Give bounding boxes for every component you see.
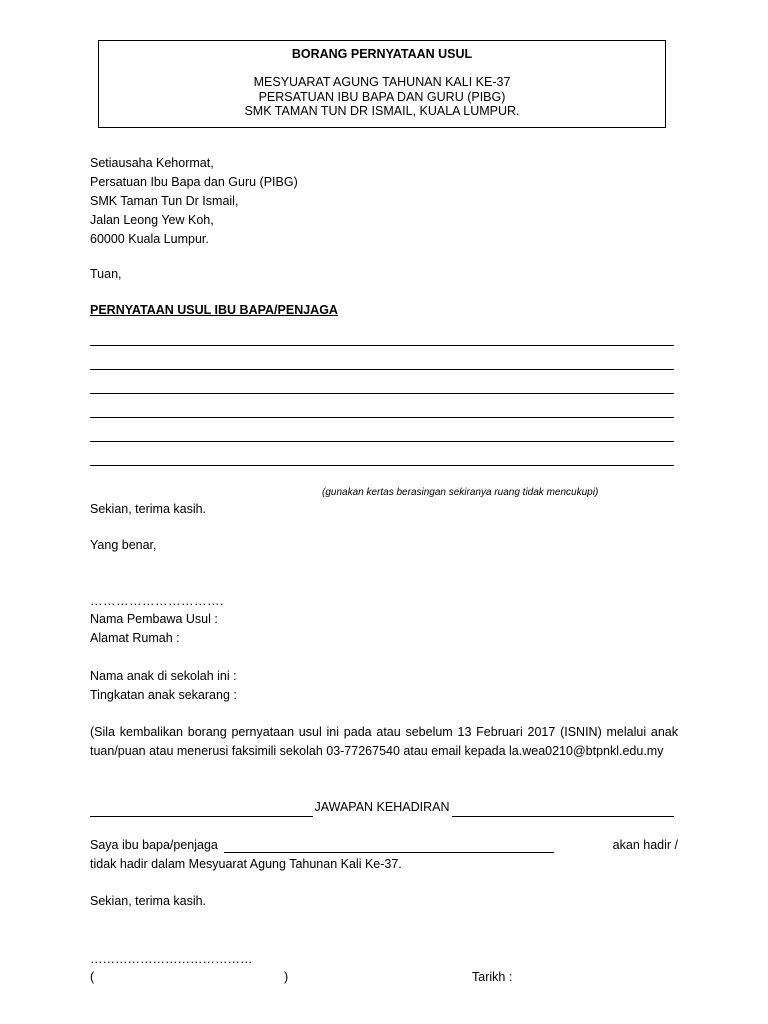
meeting-line: MESYUARAT AGUNG TAHUNAN KALI KE-37 [253,75,511,89]
recipient-address [90,154,298,249]
address-line: SMK Taman Tun Dr Ismail, [90,194,239,208]
attendance-divider [90,798,674,817]
parent-name-field[interactable] [224,838,554,853]
proposer-name-label[interactable]: Nama Pembawa Usul : [90,612,218,626]
closing-text-2: Sekian, terima kasih. [90,894,207,908]
header-box [98,40,666,128]
divider-rule-left [90,802,313,817]
child-details [90,667,237,705]
writing-line[interactable] [90,345,674,346]
proposer-details [90,610,218,648]
address-line: 60000 Kuala Lumpur. [90,232,209,246]
attendance-heading: JAWAPAN KEHADIRAN [314,800,450,814]
attendance-statement [90,836,678,874]
section-heading: PERNYATAAN USUL IBU BAPA/PENJAGA [90,303,338,317]
close-paren: ) [284,970,289,984]
form-title: BORANG PERNYATAAN USUL [291,47,473,61]
writing-line[interactable] [90,465,674,466]
writing-line[interactable] [90,393,674,394]
parent-prefix: Saya ibu bapa/penjaga [90,838,218,852]
open-paren: ( [90,970,95,984]
child-name-label[interactable]: Nama anak di sekolah ini : [90,669,237,683]
signature-dots[interactable]: …………………………. [90,594,224,608]
will-attend-text[interactable]: akan hadir / [612,838,678,852]
attendance-row [90,836,678,855]
home-address-label[interactable]: Alamat Rumah : [90,631,180,645]
address-line: Jalan Leong Yew Koh, [90,213,214,227]
not-attend-text[interactable]: tidak hadir dalam Mesyuarat Agung Tahunan Kali Ke-37. [90,857,402,871]
return-instruction: (Sila kembalikan borang pernyataan usul ini pada atau sebelum 13 Februari 2017 (ISNIN) melalui anak tuan/puan atau menerusi faksimili sekolah 03-77267540 atau email kepada la.wea0210@btpnkl.edu.my [90,725,678,758]
extra-paper-note: (gunakan kertas berasingan sekiranya ruang tidak mencukupi) [322,487,599,498]
motion-writing-lines[interactable] [90,345,674,489]
address-line: Setiausaha Kehormat, [90,156,214,170]
writing-line[interactable] [90,441,674,442]
signature-dots-2[interactable]: ………………………………… [90,952,253,966]
signature-row [90,968,678,987]
date-label[interactable]: Tarikh : [472,970,513,984]
association-line: PERSATUAN IBU BAPA DAN GURU (PIBG) [258,90,506,104]
writing-line[interactable] [90,369,674,370]
closing-text: Sekian, terima kasih. [90,502,207,516]
school-line: SMK TAMAN TUN DR ISMAIL, KUALA LUMPUR. [244,104,520,118]
yang-benar-text: Yang benar, [90,538,157,552]
address-line: Persatuan Ibu Bapa dan Guru (PIBG) [90,175,298,189]
child-form-label[interactable]: Tingkatan anak sekarang : [90,688,237,702]
salutation: Tuan, [90,267,122,281]
divider-rule-right [452,802,675,817]
writing-line[interactable] [90,417,674,418]
